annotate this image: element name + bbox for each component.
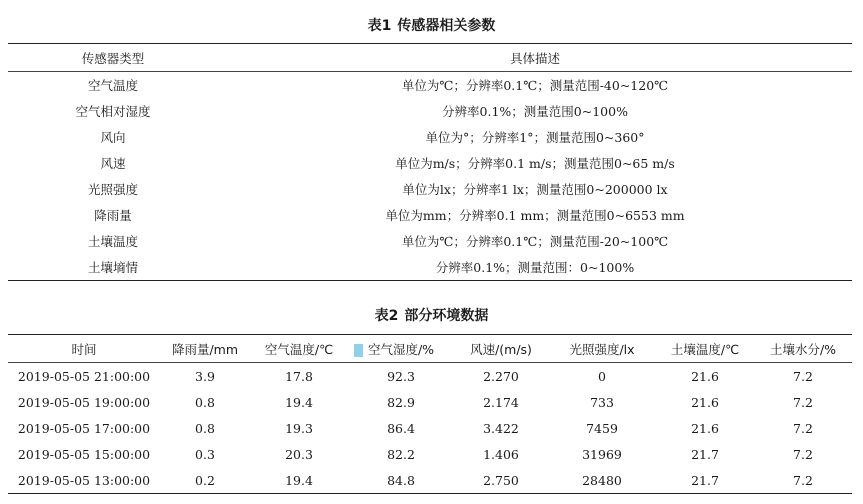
sensor-parameters-table: [8, 43, 852, 281]
air-humidity-cell: 82.2: [387, 446, 415, 462]
air-temperature-cell: 19.4: [285, 394, 313, 410]
wind-speed-cell: 3.422: [483, 420, 519, 436]
table-row: [8, 150, 852, 176]
air-temperature-cell: 17.8: [285, 368, 313, 384]
soil-temperature-cell: 21.6: [691, 420, 719, 436]
soil-moisture-cell: 7.2: [793, 394, 813, 410]
time-cell: 2019-05-05 15:00:00: [17, 446, 151, 462]
soil-temperature-cell: 21.6: [691, 368, 719, 384]
sensor-type-cell: 风速: [100, 156, 126, 171]
sensor-description-cell: 单位为°；分辨率1°；测量范围0~360°: [425, 130, 645, 145]
sensor-type-cell: 风向: [100, 130, 126, 145]
soil-temperature-cell: 21.7: [656, 467, 754, 494]
table-row: [8, 467, 852, 494]
table2-caption-number: 表2: [374, 308, 399, 324]
light-intensity-cell: 733: [590, 394, 614, 410]
sensor-type-cell: 土壤温度: [87, 234, 138, 249]
header-soil-temperature: 土壤温度/℃: [656, 335, 754, 363]
header-air-humidity: [348, 335, 454, 363]
soil-moisture-cell: 7.2: [793, 420, 813, 436]
wind-speed-cell: 2.750: [454, 467, 548, 494]
header-soil-moisture: 土壤水分/%: [754, 335, 852, 363]
header-air-temperature: 空气温度/℃: [250, 335, 348, 363]
table-row: [8, 254, 852, 281]
table-row: [8, 176, 852, 202]
time-cell: 2019-05-05 13:00:00: [8, 467, 160, 494]
soil-moisture-cell: 7.2: [793, 446, 813, 462]
rainfall-cell: 0.8: [195, 420, 215, 436]
table1-caption-title: 传感器相关参数: [397, 18, 496, 34]
air-humidity-cell: 84.8: [348, 467, 454, 494]
table-row: [8, 202, 852, 228]
soil-temperature-cell: 21.6: [691, 394, 719, 410]
rainfall-cell: 0.3: [195, 446, 215, 462]
table2-caption-title: 部分环境数据: [404, 308, 489, 324]
sensor-type-cell: 土壤墒情: [8, 254, 218, 281]
table1-header-row: [8, 44, 852, 72]
sensor-type-cell: 降雨量: [94, 208, 132, 223]
air-humidity-cell: 82.9: [387, 394, 415, 410]
time-cell: 2019-05-05 17:00:00: [17, 420, 151, 436]
air-temperature-cell: 20.3: [285, 446, 313, 462]
table1-caption-number: 表1: [367, 18, 392, 34]
table2-caption: [0, 307, 863, 325]
table-row: [8, 389, 852, 415]
soil-temperature-cell: 21.7: [691, 446, 719, 462]
header-time: 时间: [8, 335, 160, 363]
sensor-description-cell: 分辨率0.1%；测量范围：0~100%: [218, 254, 852, 281]
sensor-description-cell: 单位为lx；分辨率1 lx；测量范围0~200000 lx: [402, 182, 668, 197]
wind-speed-cell: 1.406: [483, 446, 519, 462]
rainfall-cell: 0.8: [195, 394, 215, 410]
air-temperature-cell: 19.4: [250, 467, 348, 494]
wind-speed-cell: 2.174: [483, 394, 519, 410]
sensor-description-cell: 单位为℃；分辨率0.1℃；测量范围-40~120℃: [401, 78, 669, 93]
table-row: [8, 441, 852, 467]
table-row: [8, 363, 852, 390]
sensor-type-cell: 光照强度: [87, 182, 138, 197]
air-humidity-cell: 86.4: [387, 420, 415, 436]
light-intensity-cell: 0: [598, 368, 606, 384]
light-intensity-cell: 28480: [548, 467, 656, 494]
header-light-intensity: 光照强度/lx: [548, 335, 656, 363]
time-cell: 2019-05-05 19:00:00: [17, 394, 151, 410]
table2-header-row: [8, 335, 852, 363]
sensor-description-cell: 单位为mm；分辨率0.1 mm；测量范围0~6553 mm: [385, 208, 685, 223]
sensor-description-cell: 单位为℃；分辨率0.1℃；测量范围-20~100℃: [401, 234, 669, 249]
table-row: [8, 415, 852, 441]
header-rainfall: 降雨量/mm: [160, 335, 250, 363]
soil-moisture-cell: 7.2: [793, 368, 813, 384]
air-humidity-cell: 92.3: [387, 368, 415, 384]
table-row: [8, 98, 852, 124]
sensor-description-cell: 分辨率0.1%；测量范围0~100%: [442, 104, 628, 119]
table1-header-description: 具体描述: [218, 44, 852, 72]
soil-moisture-cell: 7.2: [754, 467, 852, 494]
table-row: [8, 124, 852, 150]
header-wind-speed: 风速/(m/s): [454, 335, 548, 363]
sensor-description-cell: 单位为m/s；分辨率0.1 m/s；测量范围0~65 m/s: [395, 156, 675, 171]
sensor-type-cell: 空气相对湿度: [75, 104, 151, 119]
text-cursor-highlight: [354, 344, 363, 357]
light-intensity-cell: 7459: [586, 420, 618, 436]
table-row: [8, 228, 852, 254]
rainfall-cell: 0.2: [160, 467, 250, 494]
time-cell: 2019-05-05 21:00:00: [17, 368, 151, 384]
light-intensity-cell: 31969: [582, 446, 622, 462]
table-row: [8, 72, 852, 99]
wind-speed-cell: 2.270: [483, 368, 519, 384]
table1-caption: [0, 17, 863, 35]
header-air-humidity-label: 空气湿度/%: [367, 341, 435, 357]
sensor-type-cell: 空气温度: [87, 78, 138, 93]
air-temperature-cell: 19.3: [285, 420, 313, 436]
rainfall-cell: 3.9: [195, 368, 215, 384]
table1-header-sensor-type: 传感器类型: [8, 44, 218, 72]
environment-data-table: [8, 334, 852, 494]
